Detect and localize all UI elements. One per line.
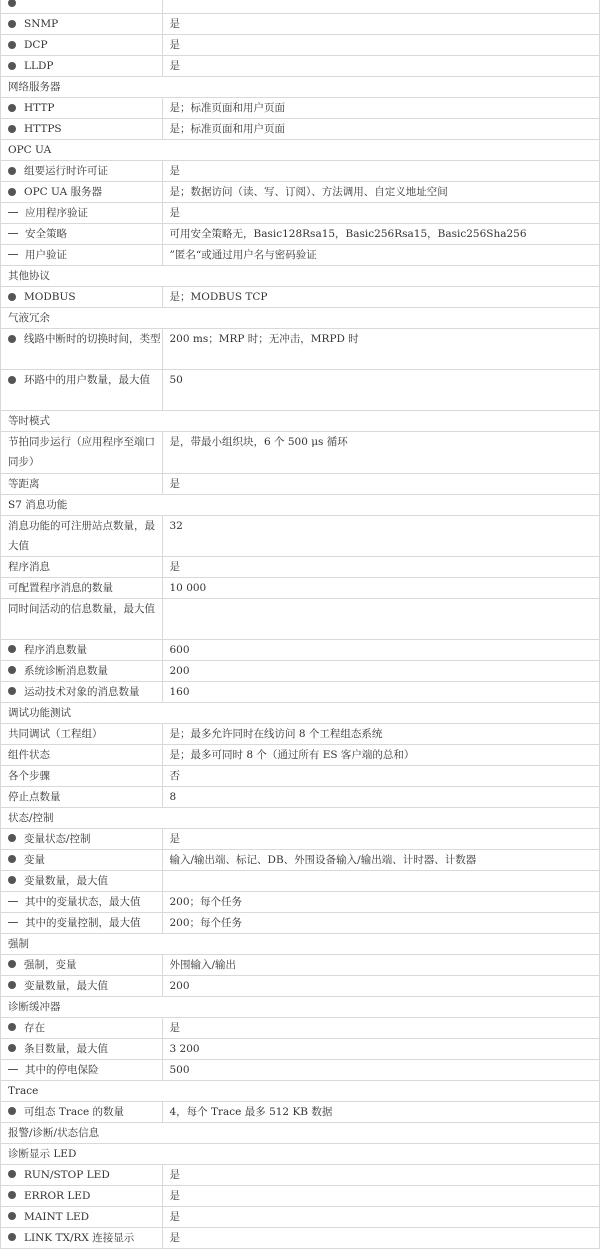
bullet-icon [8,645,16,653]
spec-label: 同时间活动的信息数量，最大值 [8,602,155,615]
table-row [1,577,600,598]
section-heading-text: 网络服务器 [8,81,61,93]
spec-label-cell [1,515,163,556]
section-row [1,411,600,432]
table-row [1,329,600,370]
spec-value: 8 [169,790,177,803]
table-row [1,954,600,975]
table-row [1,1164,600,1185]
spec-label-cell [1,56,163,77]
spec-value-cell [162,287,600,308]
spec-label-cell [1,891,163,912]
spec-value-cell [162,1059,600,1080]
spec-label: 等距离 [8,477,40,490]
spec-label-cell [1,556,163,577]
spec-label: DCP [24,39,48,51]
spec-value-cell [162,182,600,203]
table-row [1,182,600,203]
spec-label-cell [1,639,163,660]
spec-label-cell [1,245,163,266]
spec-label-cell [1,577,163,598]
spec-label-cell [1,849,163,870]
spec-label-cell [1,975,163,996]
table-row [1,660,600,681]
spec-label-cell [1,870,163,891]
table-row [1,14,600,35]
spec-value-cell [162,828,600,849]
spec-label-cell [1,119,163,140]
bullet-icon [8,125,16,133]
section-heading-text: Trace [8,1084,39,1097]
bullet-icon [8,876,16,884]
spec-value-cell [162,1101,600,1122]
spec-value-cell [162,370,600,411]
spec-label-cell [1,1227,163,1248]
dash-icon [8,1069,18,1070]
spec-label: 环路中的用户数量，最大值 [24,374,150,387]
spec-value: ”匿名“或通过用户名与密码验证 [169,249,317,261]
spec-label-cell [1,0,163,14]
spec-value-cell [162,515,600,556]
spec-value-cell [162,432,600,473]
spec-value-cell [162,1185,600,1206]
table-row [1,598,600,639]
spec-label: LINK TX/RX 连接显示 [24,1231,135,1244]
spec-value-cell [162,849,600,870]
spec-label: 变量数量，最大值 [24,874,108,887]
bullet-icon [8,981,16,989]
section-row [1,1143,600,1164]
spec-value-cell [162,56,600,77]
dash-icon [8,212,18,213]
spec-value-cell [162,870,600,891]
table-row [1,786,600,807]
bullet-icon [8,855,16,863]
section-heading-text: S7 消息功能 [8,498,68,511]
section-heading-text: 等时模式 [8,415,50,428]
table-row [1,870,600,891]
spec-value-cell [162,1206,600,1227]
section-heading [1,807,600,828]
table-row [1,681,600,702]
spec-value-cell [162,765,600,786]
section-row [1,1080,600,1101]
spec-value: 是；最多允许同时在线访问 8 个工程组态系统 [169,727,383,740]
spec-value: 200 ms；MRP 时；无冲击，MRPD 时 [169,333,359,345]
spec-value: 200 [169,979,190,992]
spec-value: 是 [169,1210,180,1223]
spec-label-cell [1,329,163,370]
spec-value: 可用安全策略无，Basic128Rsa15，Basic256Rsa15，Basic256Sha256 [169,228,527,240]
spec-label: 消息功能的可注册站点数量，最大值 [8,519,155,552]
spec-value: 是 [169,1189,180,1202]
spec-label: 安全策略 [25,228,67,240]
dash-icon [8,922,18,923]
bullet-icon [8,1233,16,1241]
spec-label: 停止点数量 [8,790,61,803]
bullet-icon [8,834,16,842]
bullet-icon [8,376,16,384]
spec-value-cell [162,473,600,494]
spec-label: 组件状态 [8,748,50,761]
spec-value-cell [162,786,600,807]
spec-value-cell [162,224,600,245]
spec-value: 是 [169,60,180,72]
spec-value: 200；每个任务 [169,916,243,929]
spec-label: 强制，变量 [24,958,77,971]
spec-label-cell [1,1206,163,1227]
spec-label: 程序消息 [8,560,50,573]
spec-value: 是；最多可同时 8 个（通过所有 ES 客户端的总和） [169,748,415,761]
spec-label: MAINT LED [24,1210,90,1223]
section-heading [1,1080,600,1101]
section-heading-text: 调试功能测试 [8,706,71,719]
spec-value-cell [162,35,600,56]
section-row [1,807,600,828]
section-heading-text: 其他协议 [8,270,50,282]
table-row [1,1038,600,1059]
spec-value-cell [162,912,600,933]
spec-label: 程序消息数量 [24,643,87,656]
spec-value: 是，带最小组织块，6 个 500 μs 循环 [169,436,348,449]
spec-label: 系统诊断消息数量 [24,664,108,677]
section-row [1,494,600,515]
spec-label-cell [1,828,163,849]
spec-label-cell [1,765,163,786]
spec-value: 4，每个 Trace 最多 512 KB 数据 [169,1105,333,1118]
spec-label: 变量 [24,853,45,866]
bullet-icon [8,41,16,49]
section-row [1,308,600,329]
section-heading-text: 报警/诊断/状态信息 [8,1126,100,1139]
spec-value-cell [162,329,600,370]
spec-value: 是；MODBUS TCP [169,291,268,303]
spec-value: 是 [169,1231,180,1244]
spec-label: 可组态 Trace 的数量 [24,1105,125,1118]
section-heading [1,1122,600,1143]
spec-label-cell [1,1017,163,1038]
bullet-icon [8,666,16,674]
spec-value: 600 [169,643,190,656]
section-row [1,140,600,161]
spec-value-cell [162,245,600,266]
spec-value-cell [162,203,600,224]
spec-value: 是 [169,1168,180,1181]
spec-label: ERROR LED [24,1189,91,1202]
spec-label-cell [1,98,163,119]
table-row [1,1185,600,1206]
table-row [1,0,600,14]
table-row [1,1101,600,1122]
spec-value: 输入/输出端、标记、DB、外围设备输入/输出端、计时器、计数器 [169,853,477,866]
table-row [1,370,600,411]
bullet-icon [8,20,16,28]
spec-label: 存在 [24,1021,45,1034]
spec-value: 是 [169,165,180,177]
spec-label-cell [1,370,163,411]
spec-label: 共同调试（工程组） [8,727,103,740]
spec-value: 500 [169,1063,190,1076]
section-row [1,266,600,287]
section-heading-text: 诊断缓冲器 [8,1000,61,1013]
bullet-icon [8,293,16,301]
spec-value: 是 [169,18,180,30]
table-row [1,245,600,266]
spec-label-cell [1,598,163,639]
spec-value: 是 [169,477,180,490]
spec-value: 是 [169,39,180,51]
spec-label-cell [1,1101,163,1122]
table-row [1,891,600,912]
spec-label-cell [1,681,163,702]
spec-label-cell [1,14,163,35]
section-row [1,702,600,723]
spec-value: 200 [169,664,190,677]
section-heading [1,702,600,723]
spec-value-cell [162,1227,600,1248]
spec-value-cell [162,975,600,996]
table-row [1,56,600,77]
table-row [1,1017,600,1038]
bullet-icon [8,1170,16,1178]
section-heading [1,996,600,1017]
table-row [1,1206,600,1227]
spec-value: 是；数据访问（读、写、订阅）、方法调用、自定义地址空间 [169,186,448,198]
bullet-icon [8,62,16,70]
spec-label-cell [1,1059,163,1080]
spec-value-cell [162,556,600,577]
spec-label: RUN/STOP LED [24,1168,110,1181]
spec-value-cell [162,1164,600,1185]
section-heading [1,1143,600,1164]
spec-value: 10 000 [169,581,207,594]
spec-label: 其中的停电保险 [25,1063,99,1076]
dash-icon [8,254,18,255]
spec-label-cell [1,161,163,182]
spec-label: 变量数量，最大值 [24,979,108,992]
spec-label-cell [1,473,163,494]
spec-label: 各个步骤 [8,769,50,782]
table-row [1,912,600,933]
section-heading [1,140,600,161]
table-row [1,849,600,870]
bullet-icon [8,960,16,968]
spec-label-cell [1,1038,163,1059]
bullet-icon [8,188,16,196]
section-heading-text: 强制 [8,937,29,950]
spec-label-cell [1,660,163,681]
spec-value-cell [162,639,600,660]
bullet-icon [8,0,16,7]
spec-table-body [1,0,600,1248]
spec-value-cell [162,891,600,912]
spec-label-cell [1,432,163,473]
bullet-icon [8,1107,16,1115]
table-row [1,1227,600,1248]
spec-value: 是 [169,560,180,573]
spec-label: 应用程序验证 [25,207,88,219]
spec-label: 组要运行时许可证 [24,165,108,177]
dash-icon [8,901,18,902]
spec-value: 是 [169,1021,180,1034]
section-row [1,1122,600,1143]
spec-value-cell [162,681,600,702]
section-heading [1,411,600,432]
table-row [1,828,600,849]
spec-label-cell [1,786,163,807]
section-row [1,77,600,98]
spec-value-cell [162,14,600,35]
table-row [1,161,600,182]
table-row [1,556,600,577]
table-row [1,1059,600,1080]
table-row [1,432,600,473]
spec-label-cell [1,723,163,744]
spec-label-cell [1,203,163,224]
section-heading [1,933,600,954]
bullet-icon [8,1212,16,1220]
section-heading [1,77,600,98]
section-heading-text: 状态/控制 [8,811,54,824]
spec-label-cell [1,1164,163,1185]
spec-label: HTTPS [24,123,62,135]
spec-value: 200；每个任务 [169,895,243,908]
spec-label: LLDP [24,60,54,72]
table-row [1,744,600,765]
section-row [1,933,600,954]
table-row [1,287,600,308]
bullet-icon [8,335,16,343]
bullet-icon [8,1191,16,1199]
spec-value-cell [162,161,600,182]
spec-value: 是；标准页面和用户页面 [169,102,285,114]
table-row [1,119,600,140]
spec-value-cell [162,119,600,140]
spec-value: 50 [169,374,183,387]
spec-value-cell [162,1038,600,1059]
spec-label: 其中的变量控制，最大值 [25,916,141,929]
bullet-icon [8,687,16,695]
spec-value-cell [162,98,600,119]
bullet-icon [8,1023,16,1031]
spec-label: 可配置程序消息的数量 [8,581,113,594]
spec-value-cell [162,660,600,681]
spec-label: 条目数量，最大值 [24,1042,108,1055]
spec-value-cell [162,954,600,975]
table-row [1,98,600,119]
spec-value-cell [162,744,600,765]
dash-icon [8,233,18,234]
bullet-icon [8,104,16,112]
section-row [1,996,600,1017]
table-row [1,473,600,494]
spec-value: 160 [169,685,190,698]
spec-value: 是 [169,207,180,219]
table-row [1,723,600,744]
spec-value-cell [162,598,600,639]
table-row [1,975,600,996]
section-heading-text: 诊断显示 LED [8,1147,77,1160]
spec-label-cell [1,224,163,245]
spec-value: 是；标准页面和用户页面 [169,123,285,135]
spec-label: 其中的变量状态，最大值 [25,895,141,908]
spec-value-cell [162,0,600,14]
table-row [1,203,600,224]
section-heading [1,308,600,329]
section-heading-text: OPC UA [8,144,52,156]
spec-label-cell [1,1185,163,1206]
spec-label: OPC UA 服务器 [24,186,102,198]
spec-label-cell [1,912,163,933]
spec-value: 外围输入/输出 [169,958,237,971]
spec-label: 节拍同步运行（应用程序至端口同步） [8,436,155,469]
table-row [1,765,600,786]
spec-value: 32 [169,519,183,532]
section-heading [1,494,600,515]
section-heading-text: 气液冗余 [8,312,50,324]
table-row [1,35,600,56]
spec-label: SNMP [24,18,59,30]
bullet-icon [8,167,16,175]
spec-value: 3 200 [169,1042,200,1055]
spec-label-cell [1,35,163,56]
spec-label-cell [1,287,163,308]
spec-label: HTTP [24,102,55,114]
spec-label: 变量状态/控制 [24,832,91,845]
spec-value: 否 [169,769,180,782]
spec-label-cell [1,182,163,203]
spec-label-cell [1,744,163,765]
section-heading [1,266,600,287]
table-row [1,515,600,556]
bullet-icon [8,1044,16,1052]
table-row [1,224,600,245]
spec-value-cell [162,1017,600,1038]
spec-value: 是 [169,832,180,845]
table-row [1,639,600,660]
spec-value-cell [162,723,600,744]
spec-label-cell [1,954,163,975]
spec-label: 线路中断时的切换时间，类型 [24,333,161,345]
spec-label: 用户验证 [25,249,67,261]
spec-label: 运动技术对象的消息数量 [24,685,140,698]
spec-value-cell [162,577,600,598]
spec-label: MODBUS [24,291,76,303]
